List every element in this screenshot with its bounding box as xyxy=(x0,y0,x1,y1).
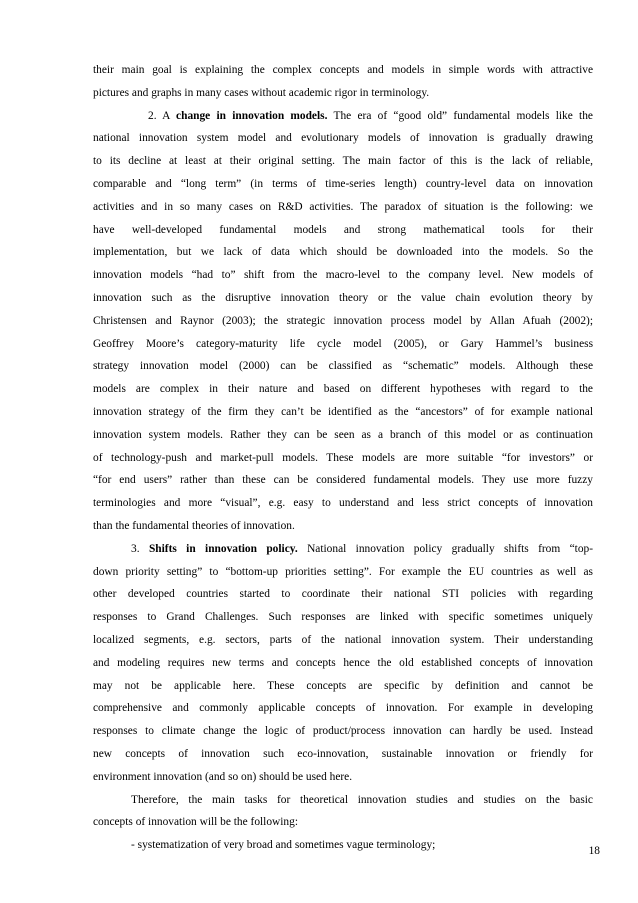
text-line: responses to climate change the logic of product/process innovation can hardly be used. Instead xyxy=(93,725,593,738)
text-line xyxy=(93,105,593,128)
text-line: down priority setting” to “bottom-up priorities setting”. For example the EU countries as well as xyxy=(93,565,593,578)
text-line: to its decline at least at their original setting. The main factor of this is the lack of reliable, xyxy=(93,155,593,168)
text-line: and modeling requires new terms and concepts hence the old established concepts of innovation xyxy=(93,656,593,669)
text-line: Christensen and Raynor (2003); the strategic innovation process model by Allan Afuah (2002); xyxy=(93,314,593,327)
text-line: than the fundamental theories of innovation. xyxy=(93,519,295,532)
text-line: concepts of innovation will be the following: xyxy=(93,816,298,829)
text-line: responses to Grand Challenges. Such responses are linked with specific sometimes uniquely xyxy=(93,611,593,624)
text-line: activities and in so many cases on R&D activities. The paradox of situation is the following: we xyxy=(93,200,593,213)
text-line xyxy=(93,538,593,561)
text-line: localized segments, e.g. sectors, parts of the national innovation system. Their understanding xyxy=(93,633,593,646)
text-line: pictures and graphs in many cases without academic rigor in terminology. xyxy=(93,86,430,99)
text-line: strategy innovation model (2000) can be classified as “schematic” models. Although these xyxy=(93,360,593,373)
text-line: implementation, but we lack of data which should be downloaded into the models. So the xyxy=(93,246,593,259)
text-line: other developed countries started to coordinate their national STI policies with regarding xyxy=(93,588,593,601)
text-line: have well-developed fundamental models and strong mathematical tools for their xyxy=(93,223,593,236)
text-line: “for end users” rather than these can be considered fundamental models. They use more fuzzy xyxy=(93,474,593,487)
section-number: 3. xyxy=(131,542,149,555)
text-line: may not be applicable here. These concepts are specific by definition and cannot be xyxy=(93,679,593,692)
text-line: environment innovation (and so on) should be used here. xyxy=(93,770,353,783)
page-number: 18 xyxy=(588,845,600,857)
text-span: National innovation policy gradually shifts from “top- xyxy=(297,542,594,555)
text-line: their main goal is explaining the complex concepts and models in simple words with attractive xyxy=(93,64,593,76)
text-line: comprehensive and commonly applicable concepts of innovation. For example in developing xyxy=(93,702,593,715)
text-line: models are complex in their nature and based on different hypotheses with regard to the xyxy=(93,383,593,396)
text-line: innovation models “had to” shift from the macro-level to the company level. New models of xyxy=(93,269,593,282)
text-line: of technology-push and market-pull models. These models are more suitable “for investors” or xyxy=(93,451,593,464)
text-line: Therefore, the main tasks for theoretical innovation studies and studies on the basic xyxy=(131,793,593,806)
text-line: Geoffrey Moore’s category-maturity life cycle model (2005), or Gary Hammel’s business xyxy=(93,337,593,350)
text-line: innovation such as the disruptive innovation theory or the value chain evolution theory by xyxy=(93,291,593,304)
text-line: comparable and “long term” (in terms of time-series length) country-level data on innovation xyxy=(93,177,593,190)
section-number: 2. A xyxy=(148,109,177,122)
text-line: innovation system models. Rather they can be seen as a branch of this model or as continuation xyxy=(93,428,593,441)
text-line: national innovation system model and evolutionary models of innovation is gradually drawing xyxy=(93,132,593,145)
document-page xyxy=(93,59,593,857)
text-line: new concepts of innovation such eco-innovation, sustainable innovation or friendly for xyxy=(93,747,593,760)
text-line: terminologies and more “visual”, e.g. easy to understand and less strict concepts of innovation xyxy=(93,497,593,510)
section-heading: change in innovation models. xyxy=(176,109,328,122)
section-heading: Shifts in innovation policy. xyxy=(148,542,298,555)
text-line: innovation strategy of the firm they can’t be identified as the “ancestors” of for example national xyxy=(93,405,593,418)
list-item: - systematization of very broad and sometimes vague terminology; xyxy=(131,839,436,852)
text-span: The era of “good old” fundamental models like the xyxy=(327,109,593,122)
